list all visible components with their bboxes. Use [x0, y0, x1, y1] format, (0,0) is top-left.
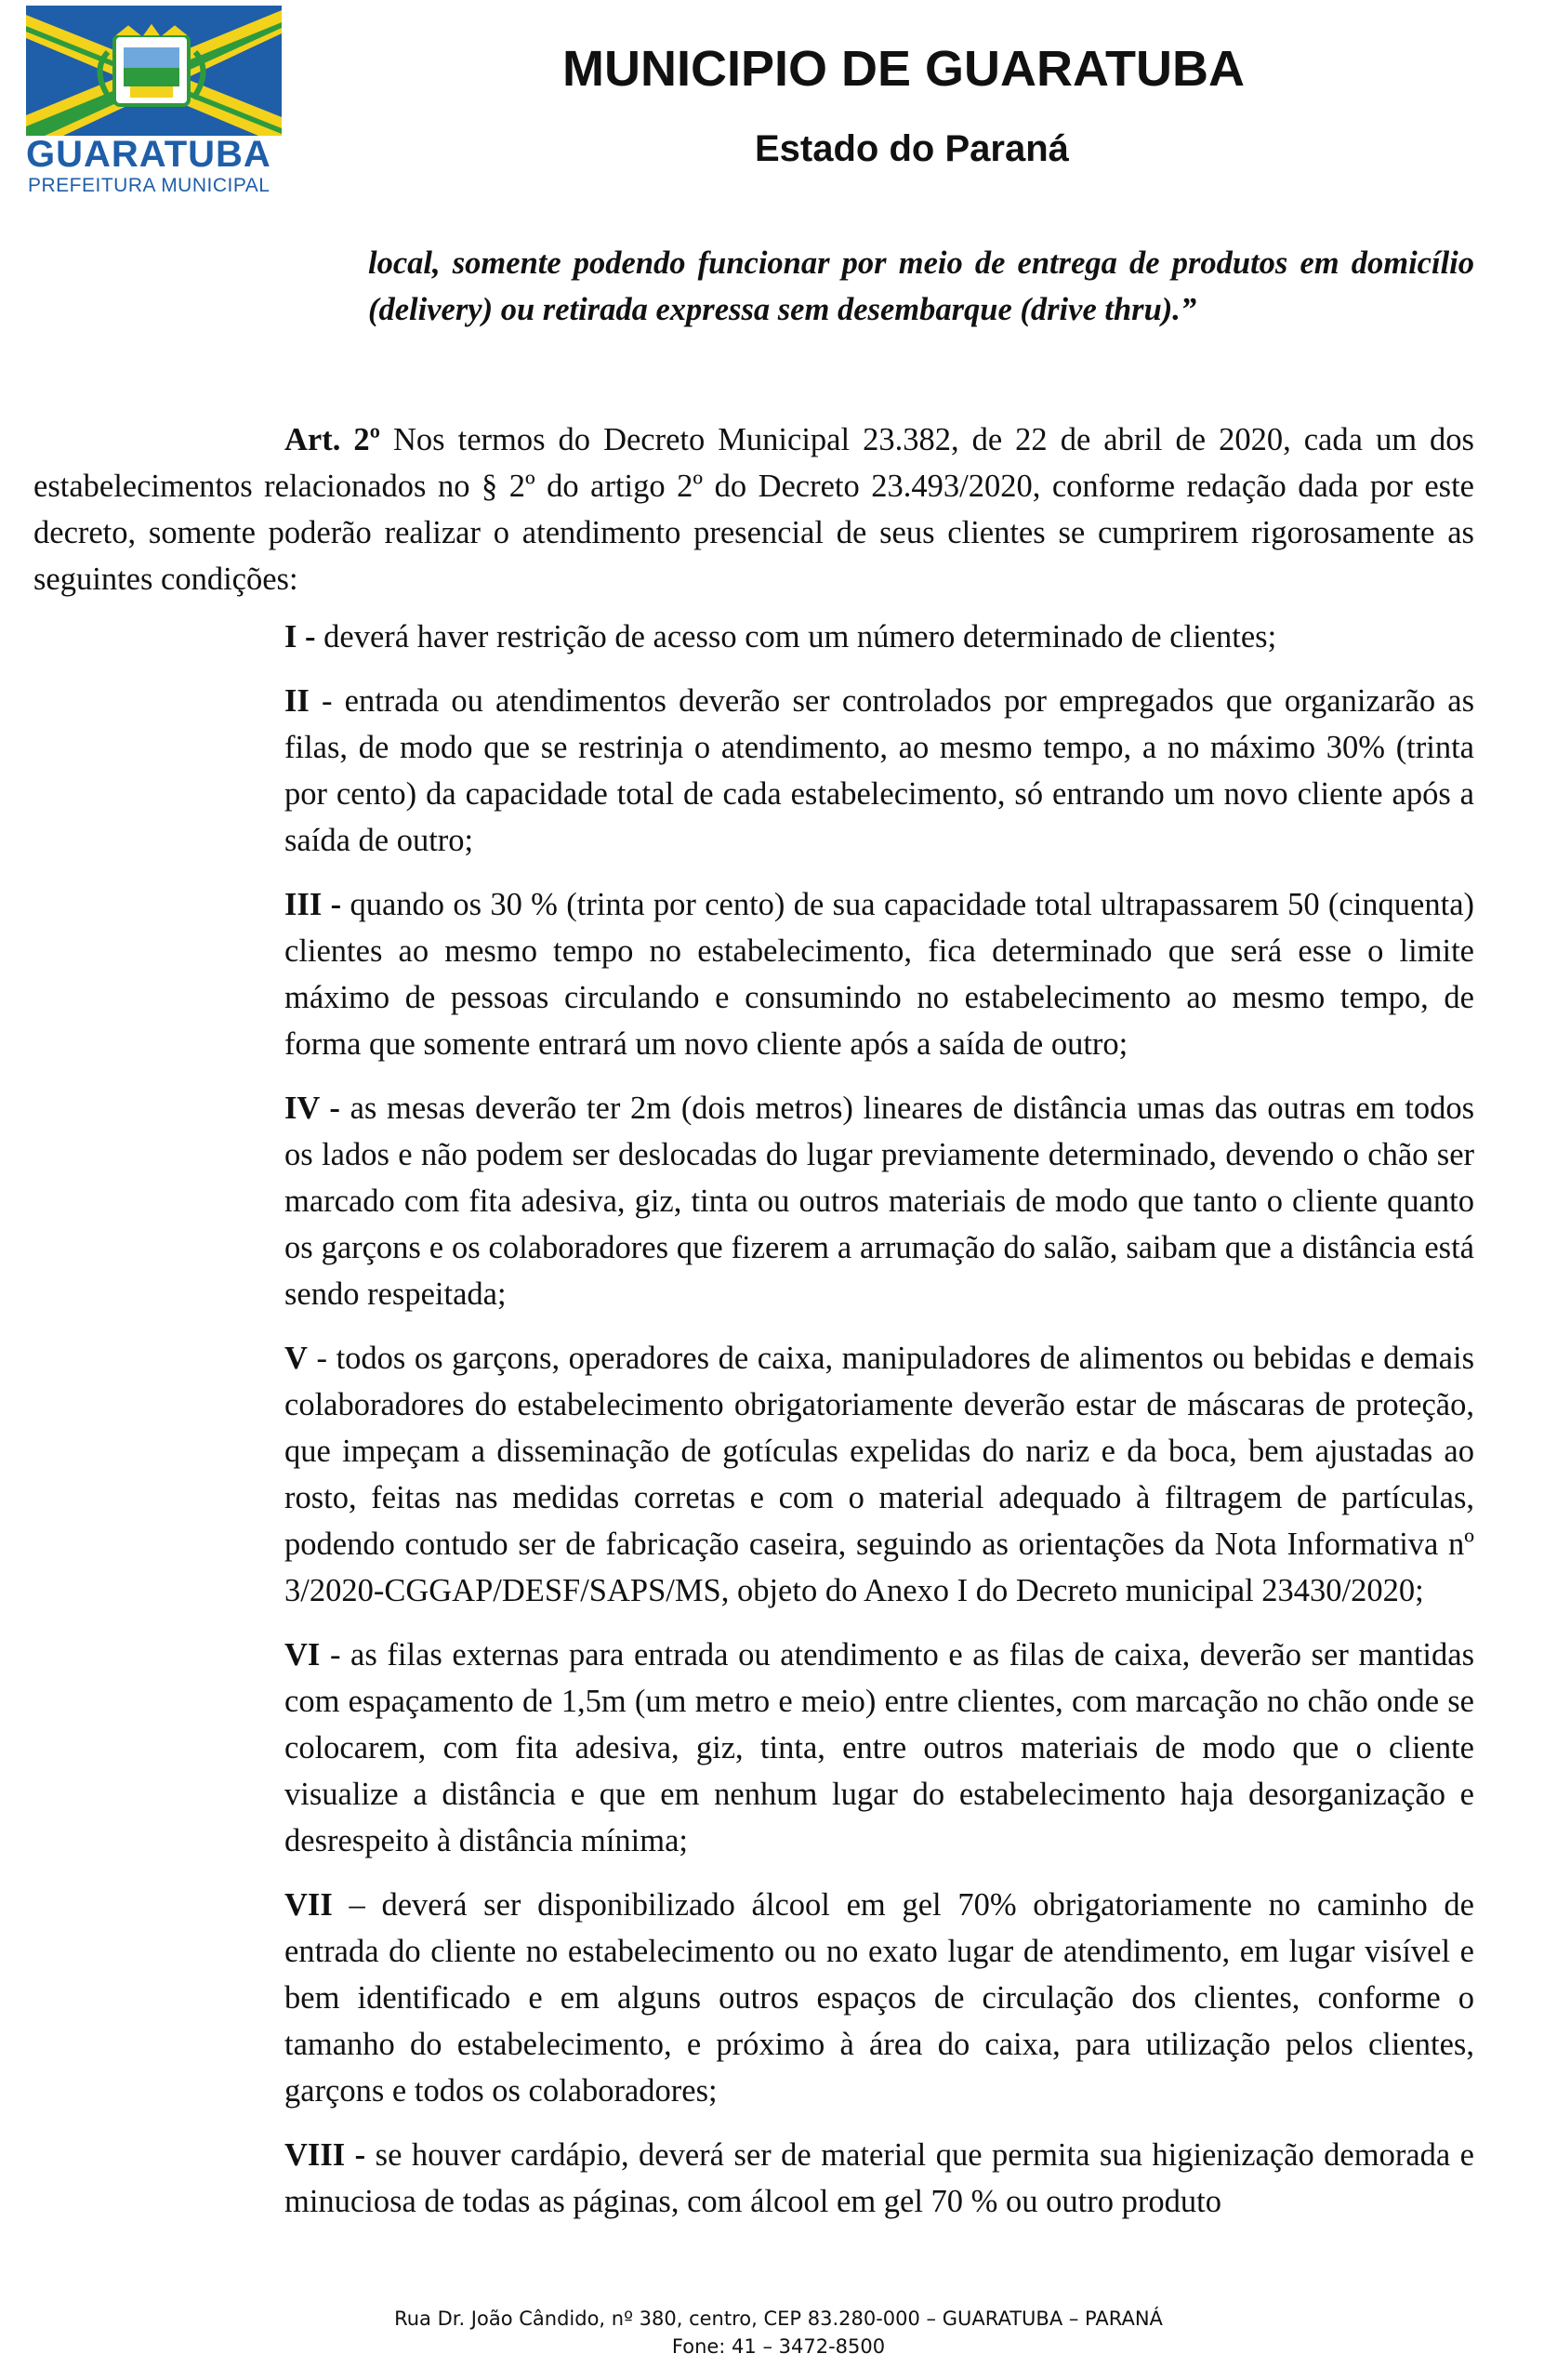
state-subtitle: Estado do Paraná: [755, 128, 1069, 169]
list-item: [284, 881, 1474, 1067]
item-text: - as filas externas para entrada ou atendimento e as filas de caixa, deverão ser mantidas com espaçamento de 1,5m (um metro e meio) entre clientes, com marcação no chão onde se colocarem, com fita adesiva, giz, tinta, entre outros materiais de modo que o cliente visualize a distância e que em nenhum lugar do estabelecimento haja desorganização e desrespeito à distância mínima;: [284, 1637, 1474, 1858]
article-text: Nos termos do Decreto Municipal 23.382, de 22 de abril de 2020, cada um dos estabelecimentos relacionados no § 2º do artigo 2º do Decreto 23.493/2020, conforme redação dada por este decreto, somente poderão realizar o atendimento presencial de seus clientes se cumprirem rigorosamente as seguintes condições:: [33, 422, 1474, 597]
footer-address: Rua Dr. João Cândido, nº 380, centro, CEP 83.280-000 – GUARATUBA – PARANÁ: [394, 2307, 1163, 2330]
item-text: - entrada ou atendimentos deverão ser controlados por empregados que organizarão as filas, de modo que se restrinja o atendimento, ao mesmo tempo, a no máximo 30% (trinta por cento) da capacidade total de cada estabelecimento, só entrando um novo cliente após a saída de outro;: [284, 683, 1474, 858]
municipality-title: MUNICIPIO DE GUARATUBA: [562, 41, 1245, 97]
item-number: IV -: [284, 1091, 340, 1126]
list-item: [284, 614, 1474, 660]
article-label: Art. 2º: [284, 422, 380, 457]
page-footer: [0, 2305, 1557, 2360]
item-text: se houver cardápio, deverá ser de material que permita sua higienização demorada e minuciosa de todas as páginas, com álcool em gel 70 % ou outro produto: [284, 2137, 1474, 2219]
list-item: [284, 1882, 1474, 2114]
item-number: VII: [284, 1887, 333, 1923]
list-item: [284, 1632, 1474, 1864]
item-number: VIII -: [284, 2137, 366, 2173]
quoted-paragraph: local, somente podendo funcionar por meio de entrega de produtos em domicílio (delivery) ou retirada expressa sem desembarque (drive thru).”: [368, 245, 1474, 327]
list-item: [284, 1085, 1474, 1317]
item-text: – deverá ser disponibilizado álcool em gel 70% obrigatoriamente no caminho de entrada do cliente no estabelecimento ou no exato lugar de atendimento, em lugar visível e bem identificado e em alguns outros espaços de circulação dos clientes, conforme o tamanho do estabelecimento, e próximo à área do caixa, para utilização pelos clientes, garçons e todos os colaboradores;: [284, 1887, 1474, 2109]
item-number: V: [284, 1341, 308, 1376]
item-text: as mesas deverão ter 2m (dois metros) lineares de distância umas das outras em todos os lados e não podem ser deslocadas do lugar previamente determinado, devendo o chão ser marcado com fita adesiva, giz, tinta ou outros materiais de modo que tanto o cliente quanto os garçons e os colaboradores que fizerem a arrumação do salão, saibam que a distância está sendo respeitada;: [284, 1091, 1475, 1312]
logo-subtitle: PREFEITURA MUNICIPAL: [28, 175, 270, 196]
list-item: [284, 2132, 1474, 2225]
item-number: I -: [284, 619, 316, 654]
conditions-list: [284, 614, 1474, 2242]
list-item: [284, 1335, 1474, 1614]
guaratuba-logo: [26, 6, 282, 196]
item-number: VI: [284, 1637, 321, 1673]
item-text: deverá haver restrição de acesso com um número determinado de clientes;: [315, 619, 1277, 654]
item-number: III -: [284, 887, 342, 922]
footer-phone: Fone: 41 – 3472-8500: [671, 2335, 886, 2358]
list-item: [284, 678, 1474, 864]
logo-name: GUARATUBA: [26, 134, 271, 175]
item-text: quando os 30 % (trinta por cento) de sua capacidade total ultrapassarem 50 (cinquenta) clientes ao mesmo tempo no estabelecimento, fica determinado que será esse o limite máximo de pessoas circulando e consumindo no estabelecimento ao mesmo tempo, de forma que somente entrará um novo cliente após a saída de outro;: [284, 887, 1474, 1062]
item-number: II: [284, 683, 310, 719]
article-paragraph: [33, 416, 1474, 602]
flag-emblem-icon: [26, 6, 282, 136]
item-text: - todos os garçons, operadores de caixa, manipuladores de alimentos ou bebidas e demais colaboradores do estabelecimento obrigatoriamente deverão estar de máscaras de proteção, que impeçam a disseminação de gotículas expelidas do nariz e da boca, bem ajustadas ao rosto, feitas nas medidas corretas e com o material adequado à filtragem de partículas, podendo contudo ser de fabricação caseira, seguindo as orientações da Nota Informativa nº 3/2020-CGGAP/DESF/SAPS/MS, objeto do Anexo I do Decreto municipal 23430/2020;: [284, 1341, 1474, 1608]
